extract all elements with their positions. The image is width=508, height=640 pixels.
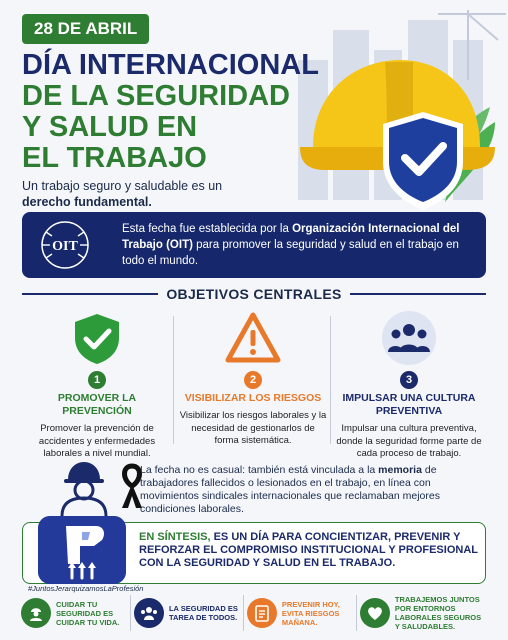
title-line-4: EL TRABAJO [22, 142, 207, 174]
banner-text [122, 221, 472, 269]
objectives-heading-label: OBJETIVOS CENTRALES [166, 286, 342, 302]
shield-check-icon [69, 310, 125, 366]
heart-hands-icon [360, 598, 390, 628]
title-line-2: DE LA SEGURIDAD [22, 80, 290, 112]
heading-divider-right [350, 293, 486, 295]
subtitle-bold: derecho fundamental. [22, 195, 152, 209]
objective-description-2: Visibilizar los riesgos laborales y la necesidad de gestionarlos de forma sistemática. [179, 410, 327, 446]
title-line-1: DÍA INTERNACIONAL [22, 49, 319, 81]
footer-text-3: PREVENIR HOY, EVITA RIESGOS MAÑANA. [281, 599, 340, 627]
oit-logo [36, 220, 94, 270]
oit-info-banner [22, 212, 486, 278]
objective-number-1: 1 [88, 371, 106, 389]
worker-icon [21, 598, 51, 628]
memoria-text-bold: memoria [378, 464, 422, 476]
worker-helmet-icon [54, 458, 114, 516]
heading-divider-left [22, 293, 158, 295]
footer-item-2 [131, 595, 244, 631]
team-icon [134, 598, 164, 628]
objective-title-2: VISIBILIZAR LOS RIESGOS [184, 392, 322, 404]
people-icon [381, 310, 437, 366]
objective-card-2 [178, 310, 328, 448]
footer-text-1: CUIDAR TU SEGURIDAD ES CUIDAR TU VIDA. [56, 599, 120, 627]
memoria-text-post: de trabajadores fallecidos o lesionados en el trabajo, en línea con movimientos sindicales internacionales que reclamaban mejores condiciones laborales. [140, 464, 440, 515]
banner-text-bold: Organización Internacional del Trabajo (OIT) [122, 223, 460, 251]
footer-item-3 [244, 595, 357, 631]
banner-text-post: para promover la seguridad y salud en el trabajo en todo el mundo. [122, 239, 459, 267]
objective-description-3: Impulsar una cultura preventiva, donde la seguridad forme parte de cada proceso de trabajo. [336, 423, 482, 459]
column-divider [330, 316, 331, 444]
objective-title-3: IMPULSAR UNA CULTURA PREVENTIVA [342, 392, 476, 417]
footer-text-2: LA SEGURIDAD ES TAREA DE TODOS. [168, 604, 238, 622]
sintesis-text [139, 531, 479, 570]
memoria-section [22, 458, 486, 518]
objective-description-1: Promover la prevención de accidentes y enfermedades laborales a nivel mundial. [38, 423, 156, 459]
objective-card-1 [22, 310, 172, 461]
memoria-text [140, 464, 440, 516]
oit-logo-text: OIT [52, 239, 78, 254]
footer-text-4: TRABAJEMOS JUNTOS POR ENTORNOS LABORALES SEGUROS Y SALUDABLES. [394, 595, 482, 631]
hashtag: #JuntosJerarquizamosLaProfesión [28, 584, 144, 593]
page-title [22, 50, 322, 174]
subtitle [22, 178, 252, 210]
checklist-icon [247, 598, 277, 628]
footer-item-1 [18, 595, 131, 631]
warning-icon [225, 310, 281, 366]
objective-title-1: PROMOVER LA PREVENCIÓN [57, 392, 137, 417]
objective-number-3: 3 [400, 371, 418, 389]
hard-hat-shield-illustration [295, 52, 500, 212]
sintesis-lead: EN SÍNTESIS, [139, 531, 211, 543]
banner-text-pre: Esta fecha fue establecida por la [122, 223, 289, 235]
objective-card-3 [334, 310, 484, 461]
date-badge: 28 DE ABRIL [22, 14, 149, 44]
sintesis-body: ES UN DÍA PARA CONCIENTIZAR, PREVENIR Y REFORZAR EL COMPROMISO INSTITUCIONAL Y PROFESIONAL CON LA SEGURIDAD Y SALUD EN EL TRABAJO. [139, 531, 478, 569]
institutional-logo [38, 516, 126, 584]
objective-number-2: 2 [244, 371, 262, 389]
footer-bar [18, 595, 490, 631]
memoria-text-pre: La fecha no es casual: también está vinculada a la [140, 464, 376, 476]
subtitle-plain: Un trabajo seguro y saludable es un [22, 179, 223, 193]
footer-item-4 [357, 595, 490, 631]
title-line-3: Y SALUD EN [22, 111, 198, 143]
objectives-heading [22, 285, 486, 303]
column-divider [173, 316, 174, 444]
